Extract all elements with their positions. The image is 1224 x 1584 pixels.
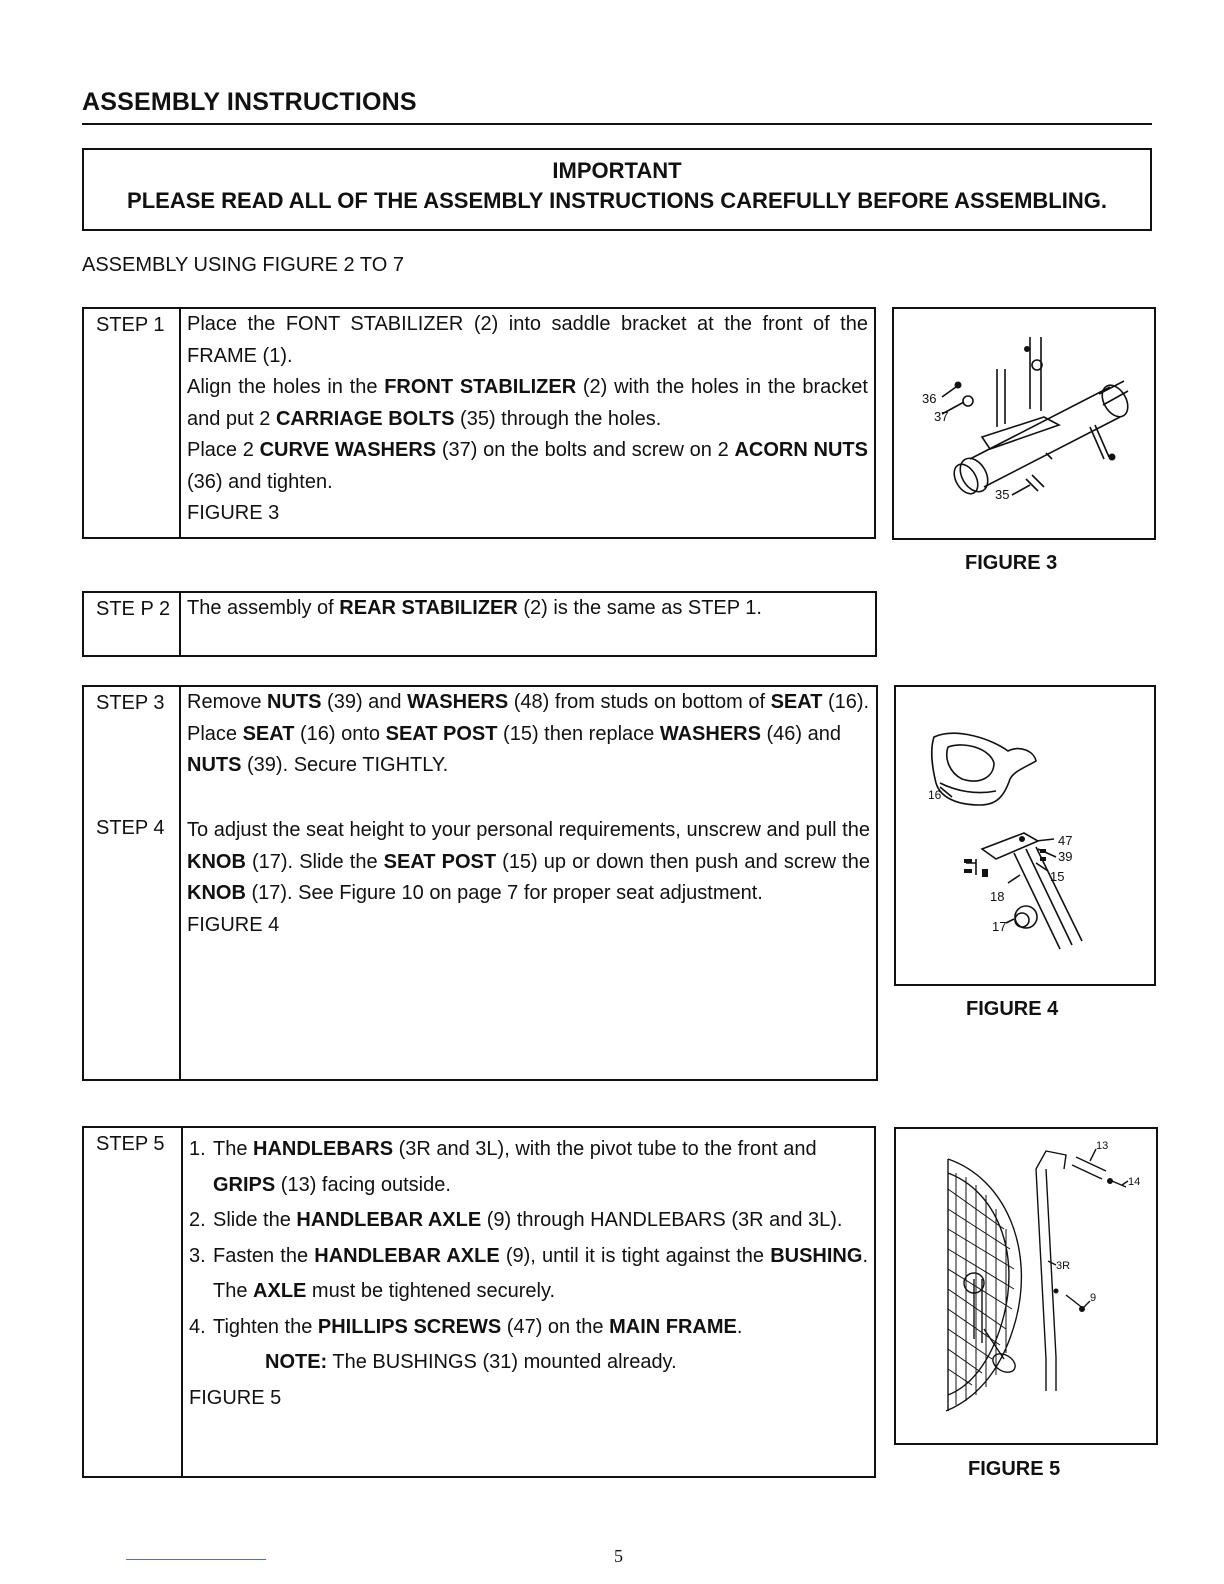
step-4-label: STEP 4 bbox=[96, 817, 165, 839]
figure-4-label-15: 15 bbox=[1050, 869, 1065, 884]
step-5-figure-ref: FIGURE 5 bbox=[189, 1386, 282, 1409]
step-1-line-2: Align the holes in the FRONT STABILIZER (2) with the holes in the bracket and put 2 CARRIAGE BOLTS (35) through the holes. bbox=[187, 376, 868, 430]
figure-4-box bbox=[894, 685, 1156, 986]
step-5-item-2: 2. Slide the HANDLEBAR AXLE (9) through HANDLEBARS (3R and 3L). bbox=[189, 1209, 843, 1231]
figure-4-label-17: 17 bbox=[992, 919, 1007, 934]
step-1-figure-ref: FIGURE 3 bbox=[187, 502, 280, 524]
figure-5-label-3r: 3R bbox=[1056, 1260, 1071, 1272]
important-message: PLEASE READ ALL OF THE ASSEMBLY INSTRUCTIONS CAREFULLY BEFORE ASSEMBLING. bbox=[127, 188, 1107, 213]
page-number: 5 bbox=[614, 1546, 623, 1566]
step-3-4-box bbox=[82, 685, 878, 1081]
step-5-box bbox=[82, 1126, 876, 1478]
figure-4-illustration bbox=[896, 687, 1154, 984]
step-divider bbox=[181, 1128, 183, 1476]
page-heading: ASSEMBLY INSTRUCTIONS bbox=[82, 88, 417, 116]
step-5-item-4: 4. Tighten the PHILLIPS SCREWS (47) on the MAIN FRAME. bbox=[189, 1315, 743, 1338]
figure-5-label-14: 14 bbox=[1128, 1176, 1141, 1188]
figure-5-illustration bbox=[896, 1129, 1156, 1443]
step-2-text: The assembly of REAR STABILIZER (2) is the same as STEP 1. bbox=[187, 597, 762, 619]
important-notice bbox=[82, 148, 1152, 231]
step-2-box bbox=[82, 591, 877, 657]
figure-3-label-36: 36 bbox=[922, 391, 937, 406]
step-5-label: STEP 5 bbox=[96, 1133, 165, 1155]
figure-4-label-18: 18 bbox=[990, 889, 1005, 904]
assembly-subheading: ASSEMBLY USING FIGURE 2 TO 7 bbox=[82, 254, 404, 276]
step-divider bbox=[179, 687, 181, 1079]
step-4-text: To adjust the seat height to your personal requirements, unscrew and pull the KNOB (17). Slide the SEAT POST (15) up or down then push and screw the KNOB (17). See Figure 10 on page 7 for proper seat adjustment. FIGURE 4 bbox=[187, 815, 870, 941]
figure-4-label-16: 16 bbox=[928, 788, 942, 802]
step-3-text: Remove NUTS (39) and WASHERS (48) from studs on bottom of SEAT (16). Place SEAT (16) onto SEAT POST (15) then replace WASHERS (46) and NUTS (39). Secure TIGHTLY. bbox=[187, 691, 870, 776]
step-2-label: STE P 2 bbox=[96, 598, 171, 620]
figure-5-label-13: 13 bbox=[1096, 1140, 1109, 1152]
figure-4-label-39: 39 bbox=[1058, 849, 1073, 864]
figure-5-caption: FIGURE 5 bbox=[968, 1458, 1061, 1480]
step-5-note: NOTE: The BUSHINGS (31) mounted already. bbox=[265, 1351, 677, 1373]
figure-4-caption: FIGURE 4 bbox=[966, 998, 1059, 1020]
figure-3-caption: FIGURE 3 bbox=[965, 552, 1058, 574]
step-5-item-1: 1. The HANDLEBARS (3R and 3L), with the pivot tube to the front and GRIPS (13) facing outside. bbox=[189, 1138, 817, 1196]
important-title: IMPORTANT bbox=[552, 158, 682, 183]
figure-3-label-35: 35 bbox=[995, 487, 1010, 502]
step-1-text bbox=[187, 309, 868, 530]
footer-line bbox=[126, 1559, 266, 1560]
figure-4-label-47: 47 bbox=[1058, 833, 1073, 848]
step-1-label: STEP 1 bbox=[96, 314, 165, 336]
step-1-box bbox=[82, 307, 876, 539]
figure-5-label-9: 9 bbox=[1090, 1292, 1097, 1304]
figure-5-box bbox=[894, 1127, 1158, 1445]
figure-3-box bbox=[892, 307, 1156, 540]
step-3-label: STEP 3 bbox=[96, 692, 165, 714]
step-1-line-1: Place the FONT STABILIZER (2) into saddle bracket at the front of the FRAME (1). bbox=[187, 313, 868, 367]
step-5-list bbox=[189, 1132, 868, 1345]
step-5-text bbox=[189, 1132, 868, 1416]
figure-3-label-37: 37 bbox=[934, 409, 949, 424]
step-5-item-3: 3. Fasten the HANDLEBAR AXLE (9), until it is tight against the BUSHING. The AXLE must be tightened securely. bbox=[189, 1244, 868, 1302]
step-divider bbox=[179, 309, 181, 537]
step-4-figure-ref: FIGURE 4 bbox=[187, 913, 280, 936]
heading-rule bbox=[82, 123, 1152, 125]
figure-3-illustration bbox=[894, 309, 1154, 538]
step-1-line-3: Place 2 CURVE WASHERS (37) on the bolts and screw on 2 ACORN NUTS (36) and tighten. bbox=[187, 439, 868, 493]
step-divider bbox=[179, 593, 181, 655]
